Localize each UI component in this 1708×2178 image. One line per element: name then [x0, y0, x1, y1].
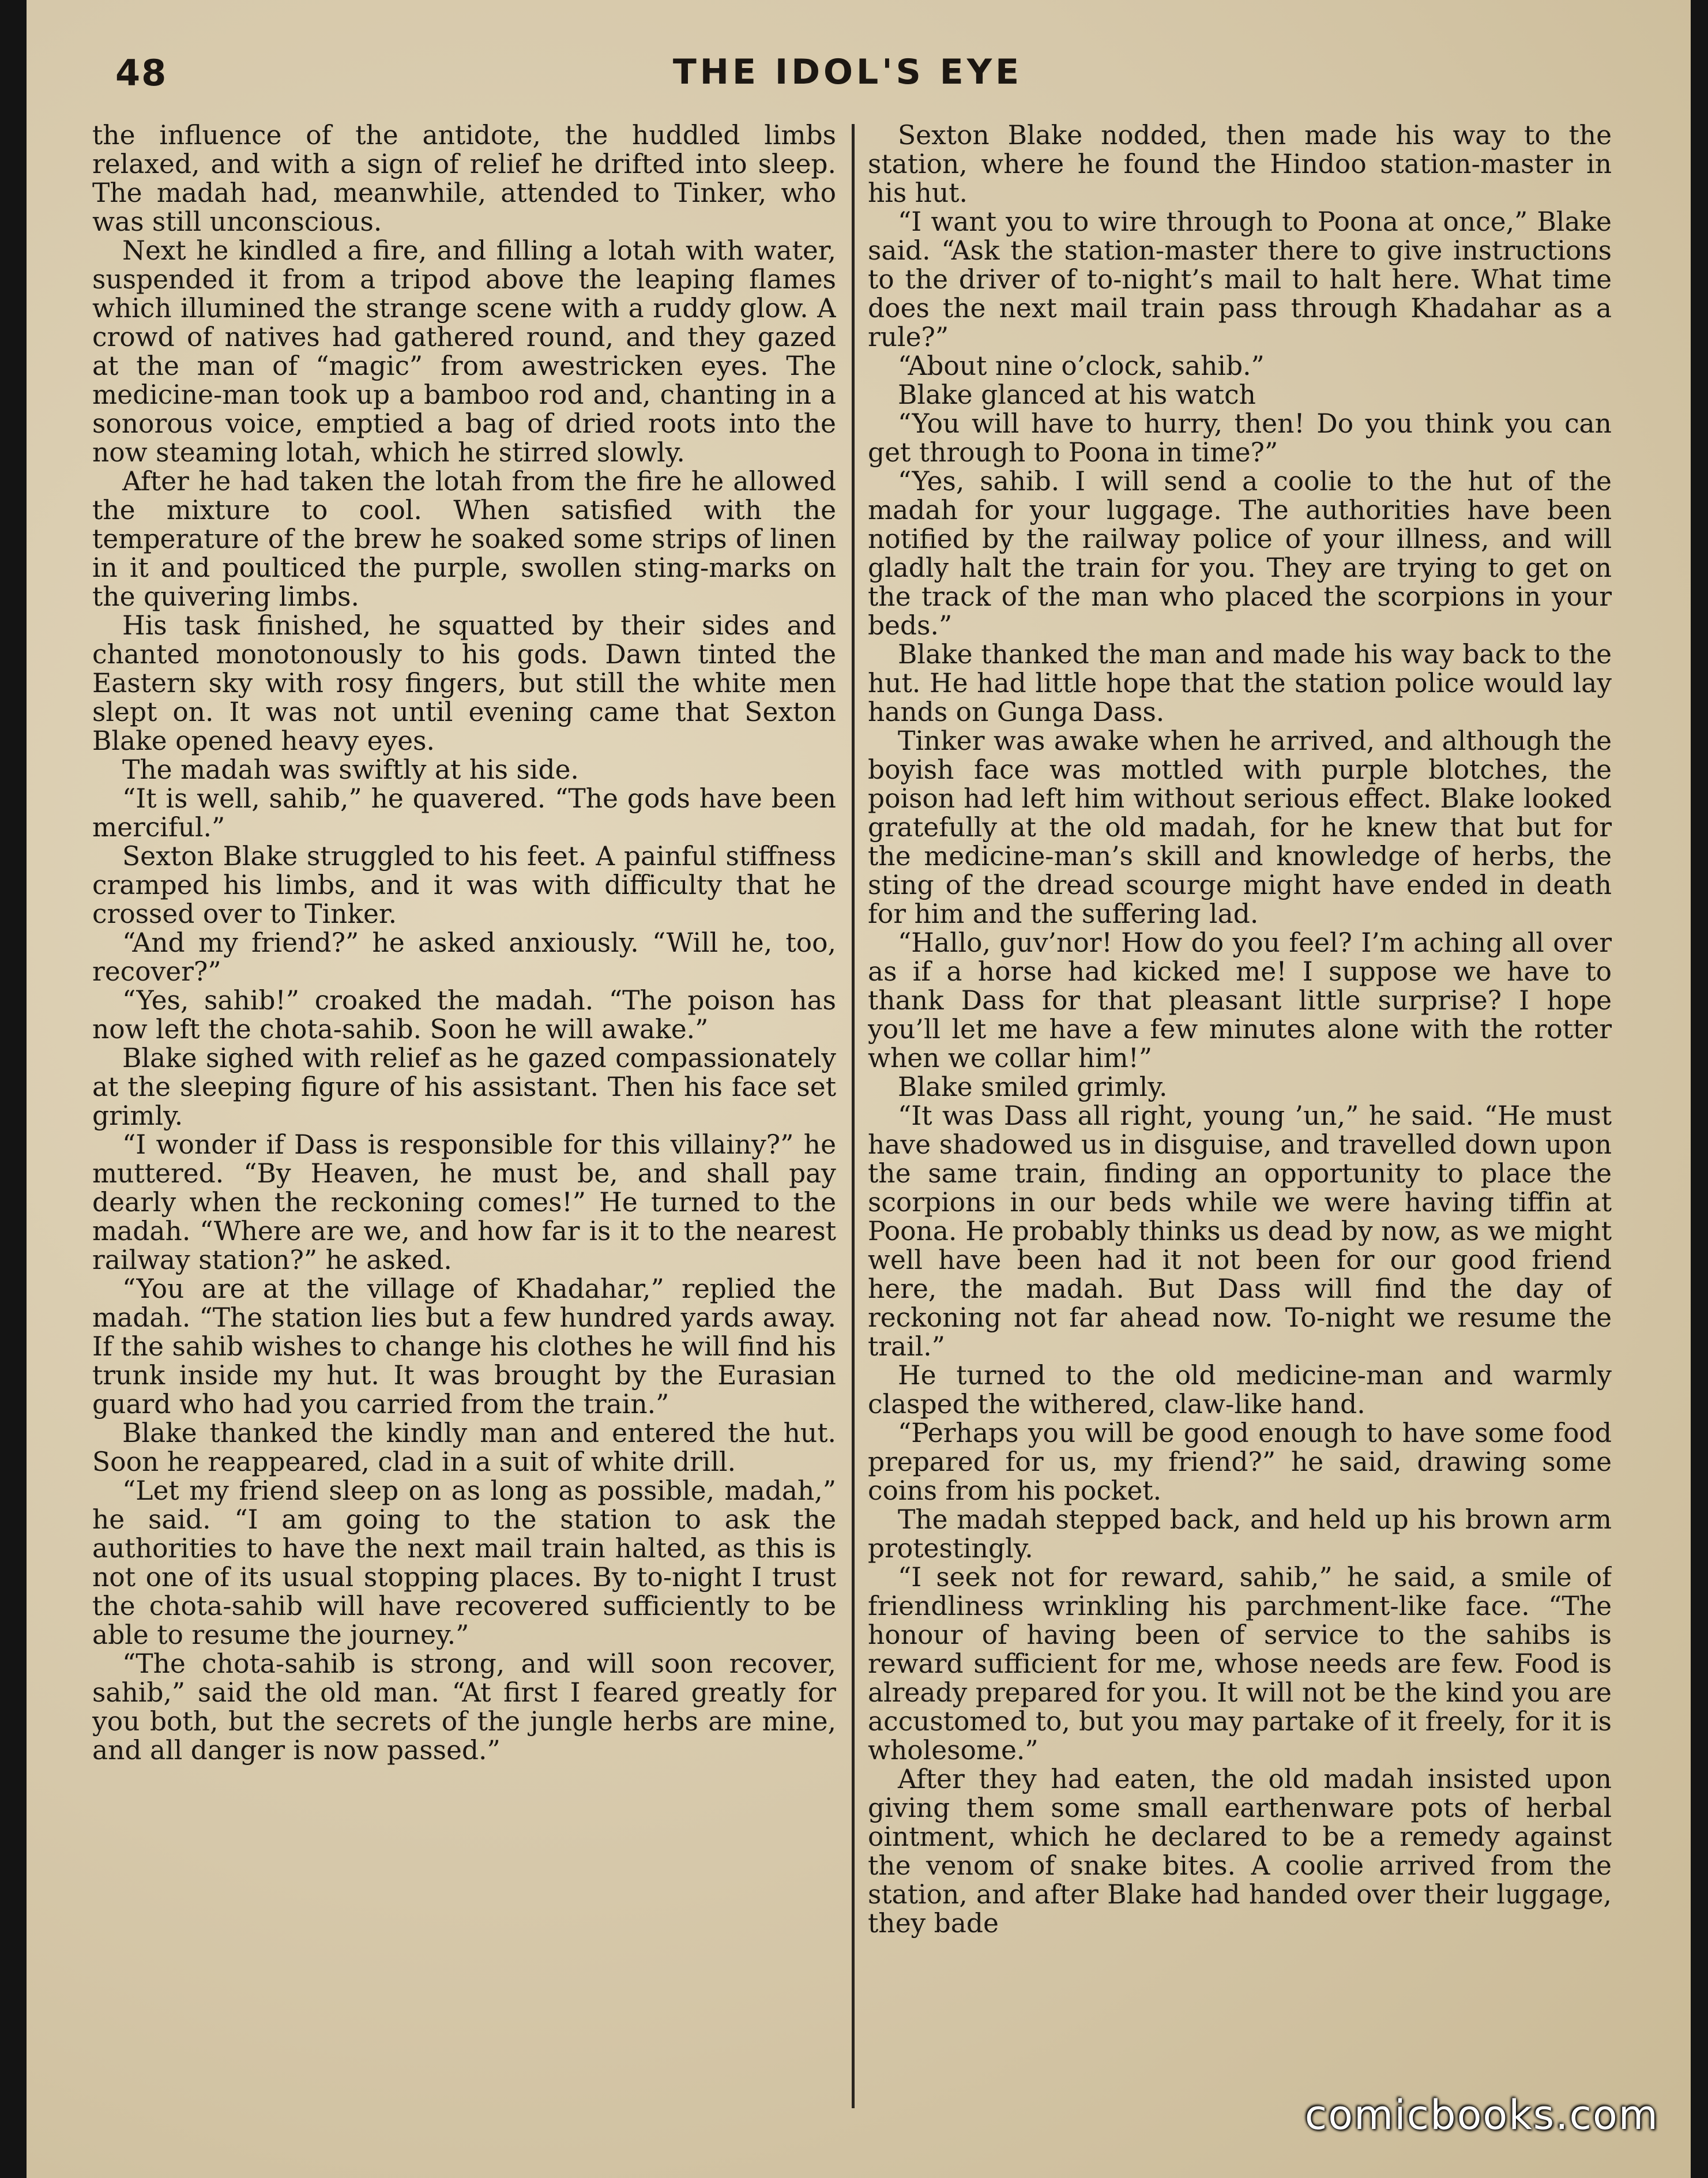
column-divider: [852, 124, 855, 2108]
paragraph: After he had taken the lotah from the fire he allowed the mixture to cool. When satisfied with the temperature of the brew he soaked some strips of linen in it and poulticed the purple, swollen sting-marks on the quivering limbs.: [92, 466, 836, 612]
paragraph: “Yes, sahib!” croaked the madah. “The poison has now left the chota-sahib. Soon he will awake.”: [92, 985, 836, 1045]
paragraph: “The chota-sahib is strong, and will soon recover, sahib,” said the old man. “At first I feared greatly for you both, but the secrets of the jungle herbs are mine, and all danger is now passed.”: [92, 1648, 836, 1766]
magazine-page: [69, 35, 1626, 2134]
paragraph: “Perhaps you will be good enough to have some food prepared for us, my friend?” he said, drawing some coins from his pocket.: [868, 1418, 1612, 1506]
paragraph: Sexton Blake struggled to his feet. A painful stiffness cramped his limbs, and it was with difficulty that he crossed over to Tinker.: [92, 841, 836, 929]
paragraph: “And my friend?” he asked anxiously. “Will he, too, recover?”: [92, 927, 836, 987]
paragraph: The madah stepped back, and held up his brown arm protestingly.: [868, 1504, 1612, 1564]
paragraph: Blake thanked the kindly man and entered the hut. Soon he reappeared, clad in a suit of white drill.: [92, 1418, 836, 1477]
paragraph: Blake thanked the man and made his way back to the hut. He had little hope that the station police would lay hands on Gunga Dass.: [868, 639, 1612, 727]
paragraph: “Yes, sahib. I will send a coolie to the hut of the madah for your luggage. The authorities have been notified by the railway police of your illness, and will gladly halt the train for you. They are trying to get on the track of the man who placed the scorpions in your beds.”: [868, 466, 1612, 641]
scan-left-edge: [0, 0, 27, 2178]
left-column: [92, 121, 836, 2111]
paragraph: Tinker was awake when he arrived, and although the boyish face was mottled with purple blotches, the poison had left him without serious effect. Blake looked gratefully at the old madah, for he knew that but for the medicine-man’s skill and knowledge of herbs, the sting of the dread scourge might have ended in death for him and the suffering lad.: [868, 726, 1612, 929]
paragraph: The madah was swiftly at his side.: [122, 754, 579, 785]
paragraph: Blake smiled grimly.: [898, 1072, 1168, 1102]
paragraph: “It is well, sahib,” he quavered. “The gods have been merciful.”: [92, 783, 836, 843]
page-header: [69, 52, 1626, 115]
paragraph: “It was Dass all right, young ’un,” he said. “He must have shadowed us in disguise, and travelled down upon the same train, finding an opportunity to place the scorpions in our beds while we were having tiffin at Poona. He probably thinks us dead by now, as we might well have been had it not been for our good friend here, the madah. But Dass will find the day of reckoning not far ahead now. To-night we resume the trail.”: [868, 1101, 1612, 1362]
paragraph: Blake glanced at his watch: [898, 380, 1256, 410]
watermark: comicbooks.com: [1304, 2091, 1659, 2139]
paragraph: His task finished, he squatted by their sides and chanted monotonously to his gods. Dawn tinted the Eastern sky with rosy fingers, but still the white men slept on. It was not until evening came that Sexton Blake opened heavy eyes.: [92, 610, 836, 756]
paragraph: He turned to the old medicine-man and warmly clasped the withered, claw-like hand.: [868, 1360, 1612, 1420]
paragraph: “I seek not for reward, sahib,” he said, a smile of friendliness wrinkling his parchment-like face. “The honour of having been of service to the sahibs is reward sufficient for me, whose needs are few. Food is already prepared for you. It will not be the kind you are accustomed to, but you may partake of it freely, for it is wholesome.”: [868, 1562, 1612, 1766]
paragraph: Next he kindled a fire, and filling a lotah with water, suspended it from a tripod above the leaping flames which illumined the strange scene with a ruddy glow. A crowd of natives had gathered round, and they gazed at the man of “magic” from awestricken eyes. The medicine-man took up a bamboo rod and, chanting in a sonorous voice, emptied a bag of dried roots into the now steaming lotah, which he stirred slowly.: [92, 235, 836, 468]
paragraph: “Let my friend sleep on as long as possible, madah,” he said. “I am going to the station to ask the authorities to have the next mail train halted, as this is not one of its usual stopping places. By to-night I trust the chota-sahib will have recovered sufficiently to be able to resume the journey.”: [92, 1475, 836, 1650]
page-number: 48: [115, 52, 168, 94]
scan-right-edge: [1691, 0, 1708, 2178]
paragraph: Sexton Blake nodded, then made his way to the station, where he found the Hindoo station-master in his hut.: [868, 121, 1612, 208]
paragraph: After they had eaten, the old madah insisted upon giving them some small earthenware pots of herbal ointment, which he declared to be a remedy against the venom of snake bites. A coolie arrived from the station, and after Blake had handed over their luggage, they bade: [868, 1764, 1612, 1939]
running-title: THE IDOL'S EYE: [672, 52, 1023, 92]
paragraph: “You are at the village of Khadahar,” replied the madah. “The station lies but a few hundred yards away. If the sahib wishes to change his clothes he will find his trunk inside my hut. It was brought by the Eurasian guard who had you carried from the train.”: [92, 1274, 836, 1420]
paragraph: “You will have to hurry, then! Do you think you can get through to Poona in time?”: [868, 408, 1612, 468]
right-column: [868, 121, 1612, 2111]
paragraph: the influence of the antidote, the huddled limbs relaxed, and with a sign of relief he drifted into sleep. The madah had, meanwhile, attended to Tinker, who was still unconscious.: [92, 121, 836, 237]
paragraph: “Hallo, guv’nor! How do you feel? I’m aching all over as if a horse had kicked me! I suppose we have to thank Dass for that pleasant little surprise? I hope you’ll let me have a few minutes alone with the rotter when we collar him!”: [868, 927, 1612, 1073]
paragraph: “I wonder if Dass is responsible for this villainy?” he muttered. “By Heaven, he must be, and shall pay dearly when the reckoning comes!” He turned to the madah. “Where are we, and how far is it to the nearest railway station?” he asked.: [92, 1129, 836, 1275]
paragraph: “I want you to wire through to Poona at once,” Blake said. “Ask the station-master there to give instructions to the driver of to-night’s mail to halt here. What time does the next mail train pass through Khadahar as a rule?”: [868, 206, 1612, 352]
paragraph: Blake sighed with relief as he gazed compassionately at the sleeping figure of his assistant. Then his face set grimly.: [92, 1043, 836, 1131]
paragraph: “About nine o’clock, sahib.”: [898, 351, 1265, 381]
